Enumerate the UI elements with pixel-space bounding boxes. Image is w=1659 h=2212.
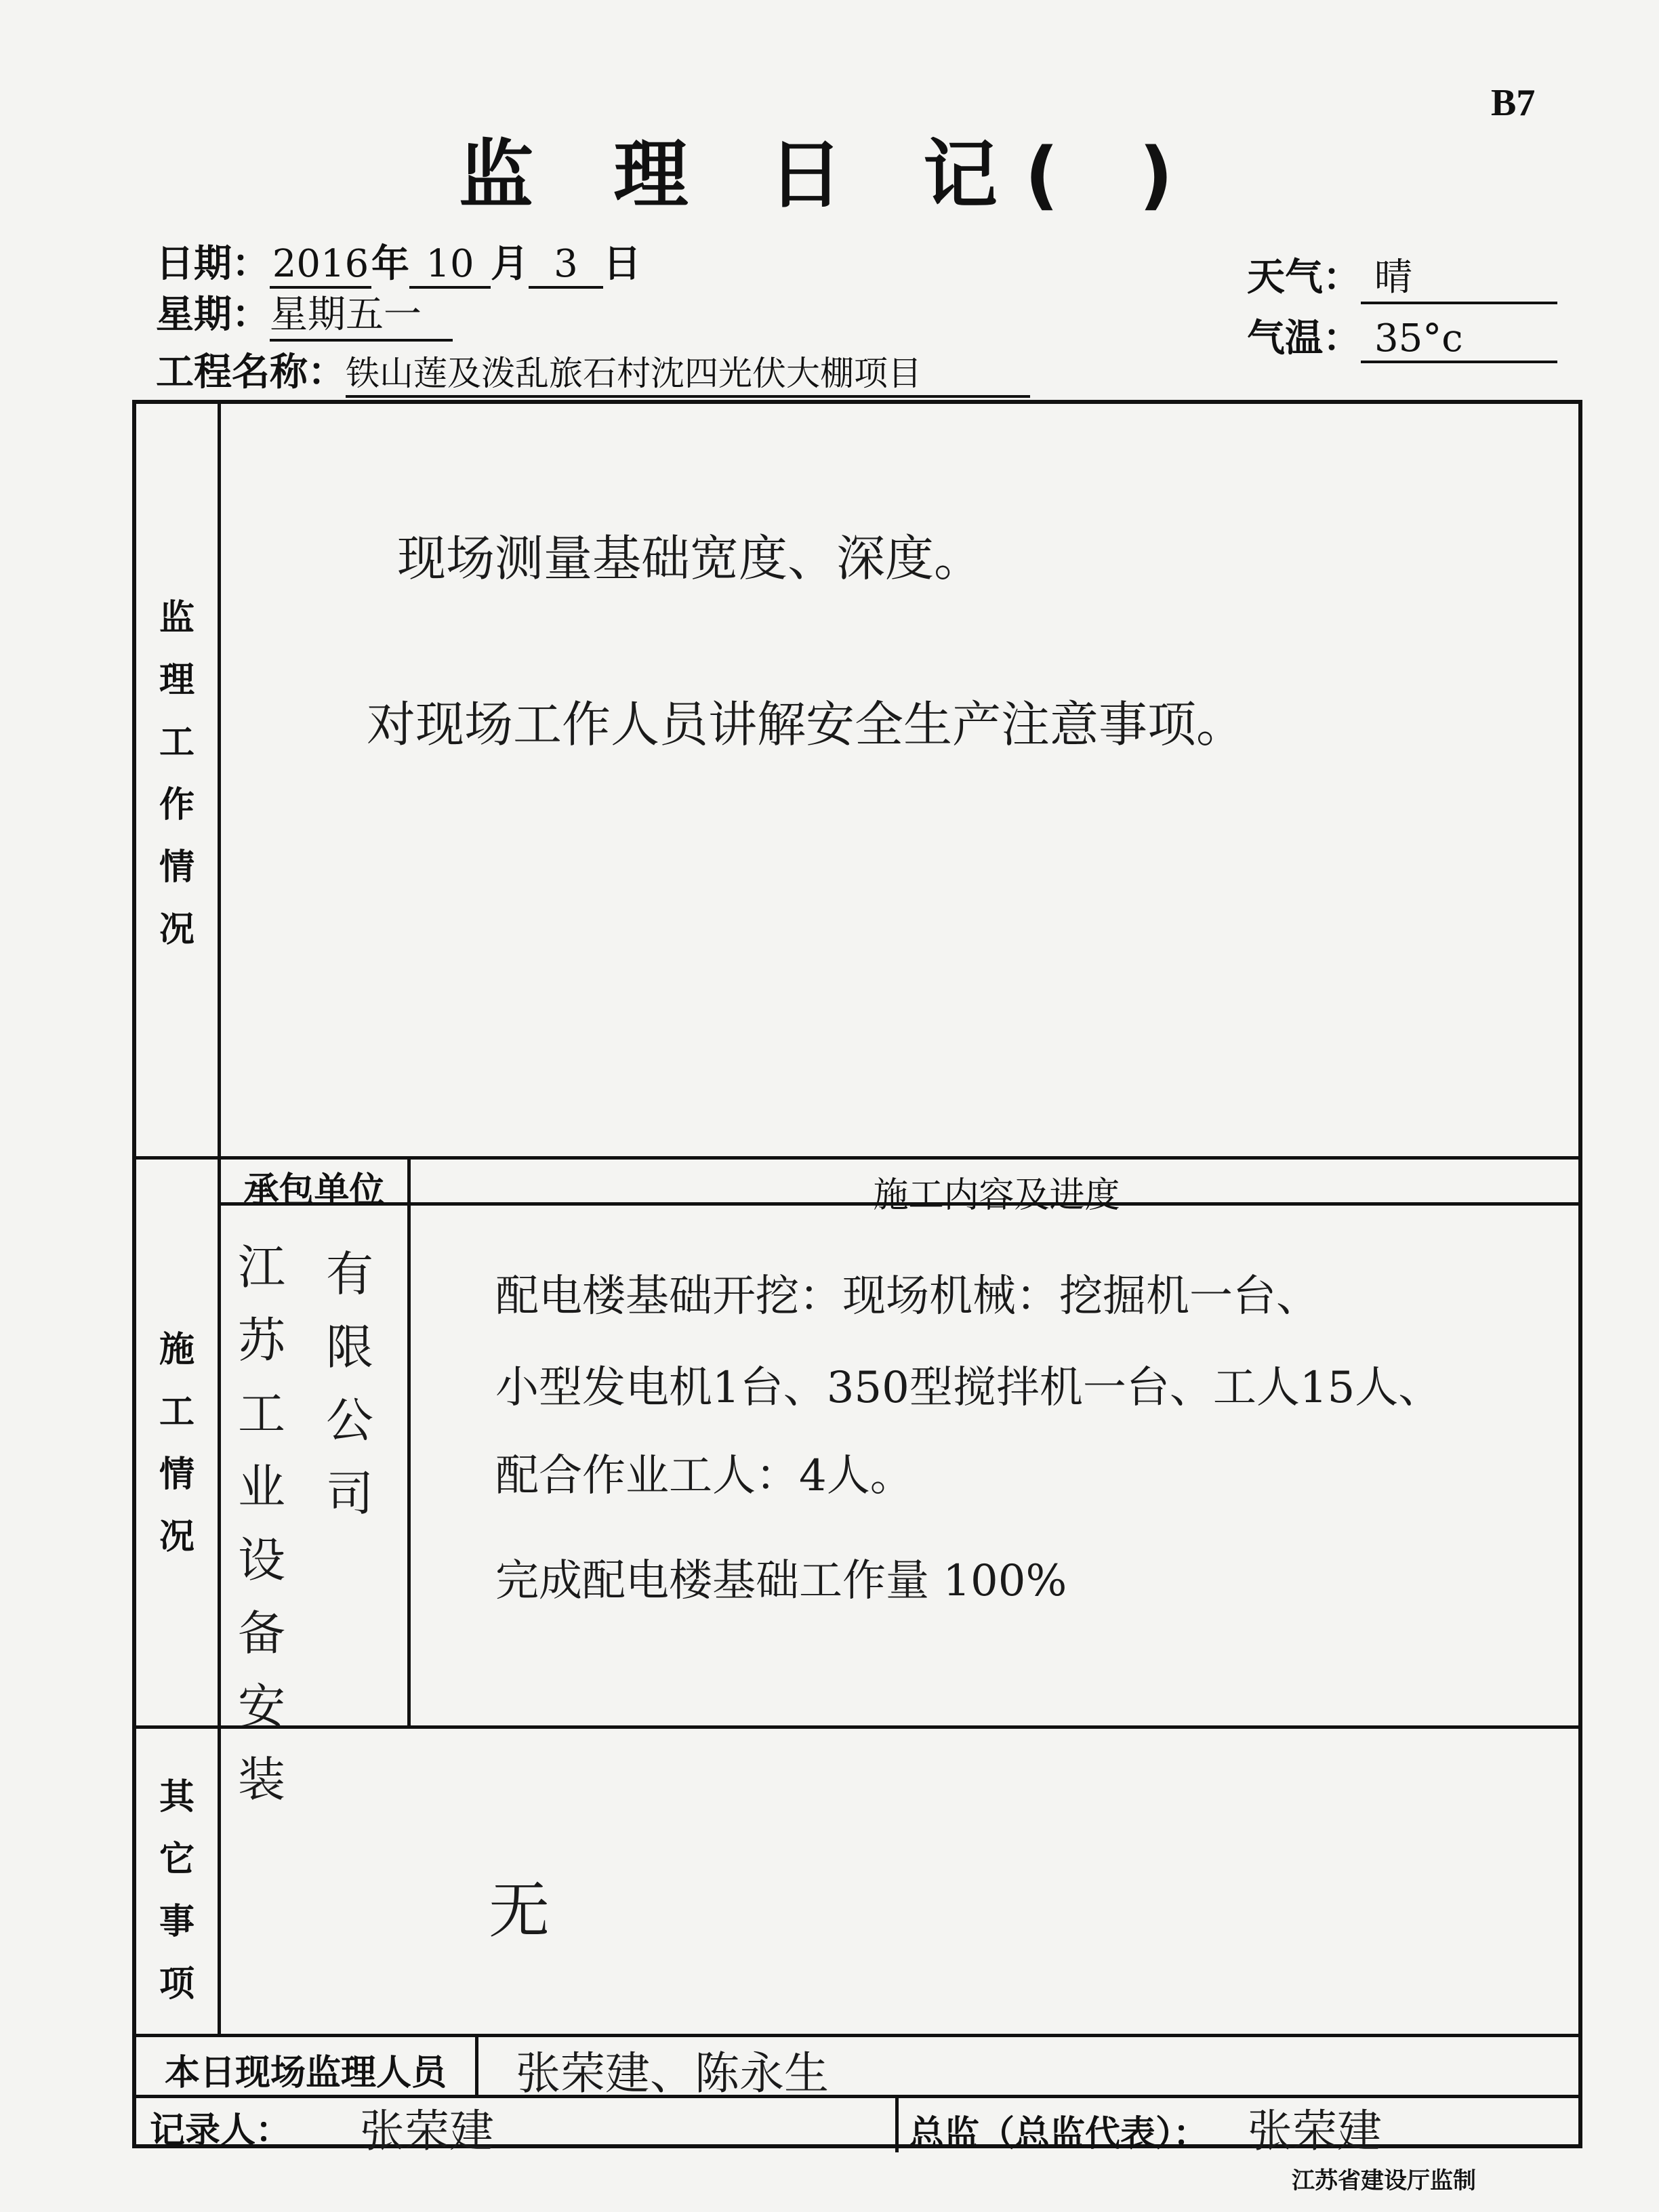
date-row [156,234,641,289]
chief-label: 总监（总监代表）： [909,2114,1209,2154]
weather-label: 天气： [1247,255,1361,300]
project-row [156,342,1030,398]
other-value: 无 [489,1875,550,1946]
diary-table [132,400,1582,2157]
construction-line-4: 完成配电楼基础工作量 100% [495,1556,1067,1606]
contractor-header: 承包单位 [243,1170,385,1211]
date-label: 日期： [156,242,270,286]
other-label: 其 它 事 项 [159,1777,194,2005]
form-code: B7 [1491,82,1536,124]
page-title: 监 理 日 记( ) [459,131,1200,218]
construction-line-3: 配合作业工人：4人。 [495,1451,914,1501]
recorder-label: 记录人： [150,2110,291,2151]
staff-value: 张荣建、陈永生 [516,2047,829,2100]
weekday-row [156,285,453,342]
date-year: 2016 [270,242,371,289]
staff-label: 本日现场监理人员 [164,2053,447,2093]
divider-other [136,2034,1578,2037]
project-value: 铁山莲及泼乱旅石村沈四光伏大棚项目 [346,346,1030,398]
recorder-column-line [895,2095,899,2152]
content-header: 施工内容及进度 [873,1175,1120,1216]
contractor-column-line [407,1156,411,1725]
month-unit: 月 [491,242,529,286]
date-month: 10 [409,242,491,289]
weather-value: 晴 [1361,247,1557,304]
issuer-note: 江苏省建设厅监制 [1292,2167,1476,2194]
date-day: 3 [529,242,603,289]
weather-row [1247,247,1557,304]
project-label: 工程名称： [156,350,346,394]
label-column-line [218,404,221,2034]
day-unit: 日 [603,242,641,286]
weekday-label: 星期： [156,293,270,337]
chief-value: 张荣建 [1248,2105,1382,2157]
recorder-value: 张荣建 [360,2105,494,2157]
staff-column-line [475,2034,478,2095]
divider-construction [136,1725,1578,1729]
construction-line-1: 配电楼基础开挖：现场机械：挖掘机一台、 [495,1271,1319,1322]
divider-supervision [136,1156,1578,1160]
temperature-label: 气温： [1247,316,1361,361]
year-unit: 年 [371,242,409,286]
supervision-line-2: 对现场工作人员讲解安全生产注意事项。 [367,696,1246,753]
supervision-line-1: 现场测量基础宽度、深度。 [397,530,983,587]
construction-label: 施 工 情 况 [159,1330,194,1557]
contractor-name-col1: 江 苏 工 业 设 备 安 装 [238,1240,285,1807]
weekday-value: 星期五一 [270,285,453,342]
contractor-name-col2: 有 限 公 司 [326,1246,373,1521]
construction-line-2: 小型发电机1台、350型搅拌机一台、工人15人、 [495,1363,1442,1413]
temperature-row [1247,308,1557,363]
temperature-value: 35°c [1361,316,1557,363]
supervision-label: 监 理 工 作 情 况 [159,598,194,950]
